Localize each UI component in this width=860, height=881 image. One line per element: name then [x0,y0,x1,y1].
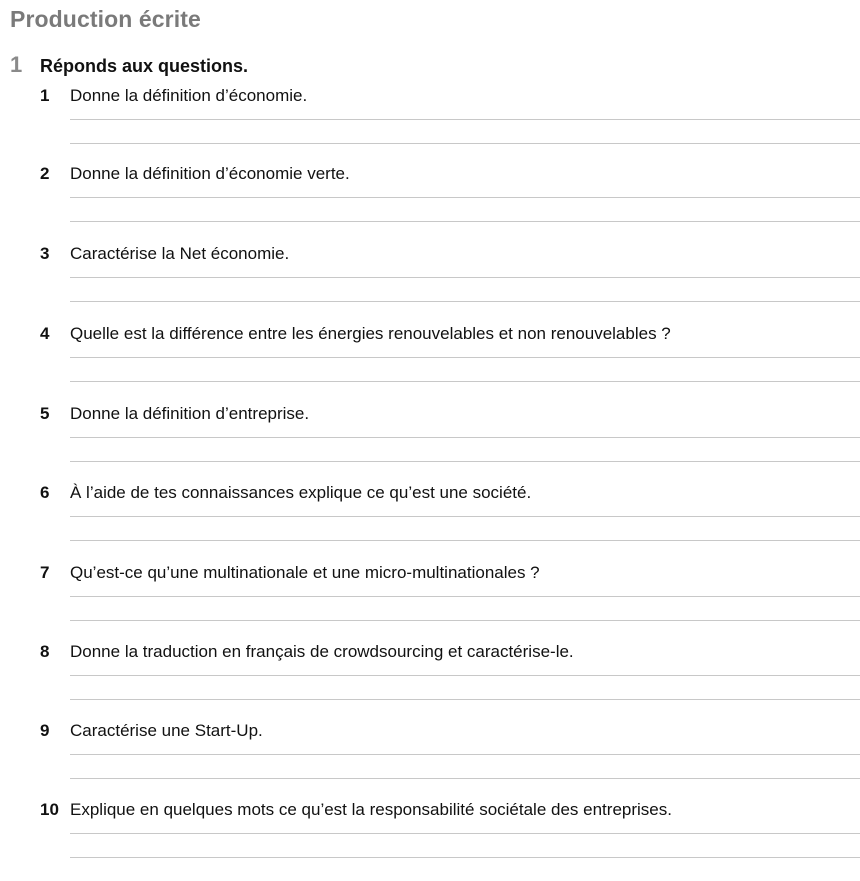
question-text: Donne la traduction en français de crowdsourcing et caractérise-le. [70,642,574,661]
answer-line[interactable] [70,778,860,779]
answer-line[interactable] [70,699,860,700]
question-text: Donne la définition d’entreprise. [70,404,310,423]
answer-line[interactable] [70,675,860,676]
question-text: À l’aide de tes connaissances explique ce qu’est une société. [70,483,532,502]
question-item [0,721,860,801]
question-text: Caractérise la Net économie. [70,244,290,263]
question-number: 7 [40,563,50,582]
question-item [0,642,860,722]
question-item [0,244,860,324]
answer-line[interactable] [70,516,860,517]
question-item [0,404,860,484]
exercise-instruction: Réponds aux questions. [40,56,249,76]
answer-line[interactable] [70,277,860,278]
answer-line[interactable] [70,357,860,358]
question-item [0,86,860,166]
answer-line[interactable] [70,221,860,222]
exercise-number: 1 [10,52,23,77]
question-text: Quelle est la différence entre les énergies renouvelables et non renouvelables ? [70,324,671,343]
answer-line[interactable] [70,437,860,438]
question-number: 4 [40,324,50,343]
question-number: 2 [40,164,50,183]
answer-line[interactable] [70,540,860,541]
question-text: Donne la définition d’économie. [70,86,308,105]
question-item [0,800,860,880]
question-text: Explique en quelques mots ce qu’est la responsabilité sociétale des entreprises. [70,800,672,819]
question-number: 10 [40,800,59,819]
answer-line[interactable] [70,461,860,462]
question-item [0,483,860,563]
answer-line[interactable] [70,197,860,198]
answer-line[interactable] [70,596,860,597]
question-number: 6 [40,483,50,502]
question-text: Donne la définition d’économie verte. [70,164,350,183]
answer-line[interactable] [70,857,860,858]
answer-line[interactable] [70,143,860,144]
answer-line[interactable] [70,301,860,302]
question-number: 8 [40,642,50,661]
question-item [0,324,860,404]
question-item [0,164,860,244]
question-number: 3 [40,244,50,263]
question-number: 9 [40,721,50,740]
question-item [0,563,860,643]
question-number: 1 [40,86,50,105]
answer-line[interactable] [70,381,860,382]
answer-line[interactable] [70,833,860,834]
answer-line[interactable] [70,754,860,755]
answer-line[interactable] [70,620,860,621]
page-title: Production écrite [10,6,201,32]
question-text: Caractérise une Start-Up. [70,721,263,740]
question-number: 5 [40,404,50,423]
question-text: Qu’est-ce qu’une multinationale et une micro-multinationales ? [70,563,540,582]
answer-line[interactable] [70,119,860,120]
